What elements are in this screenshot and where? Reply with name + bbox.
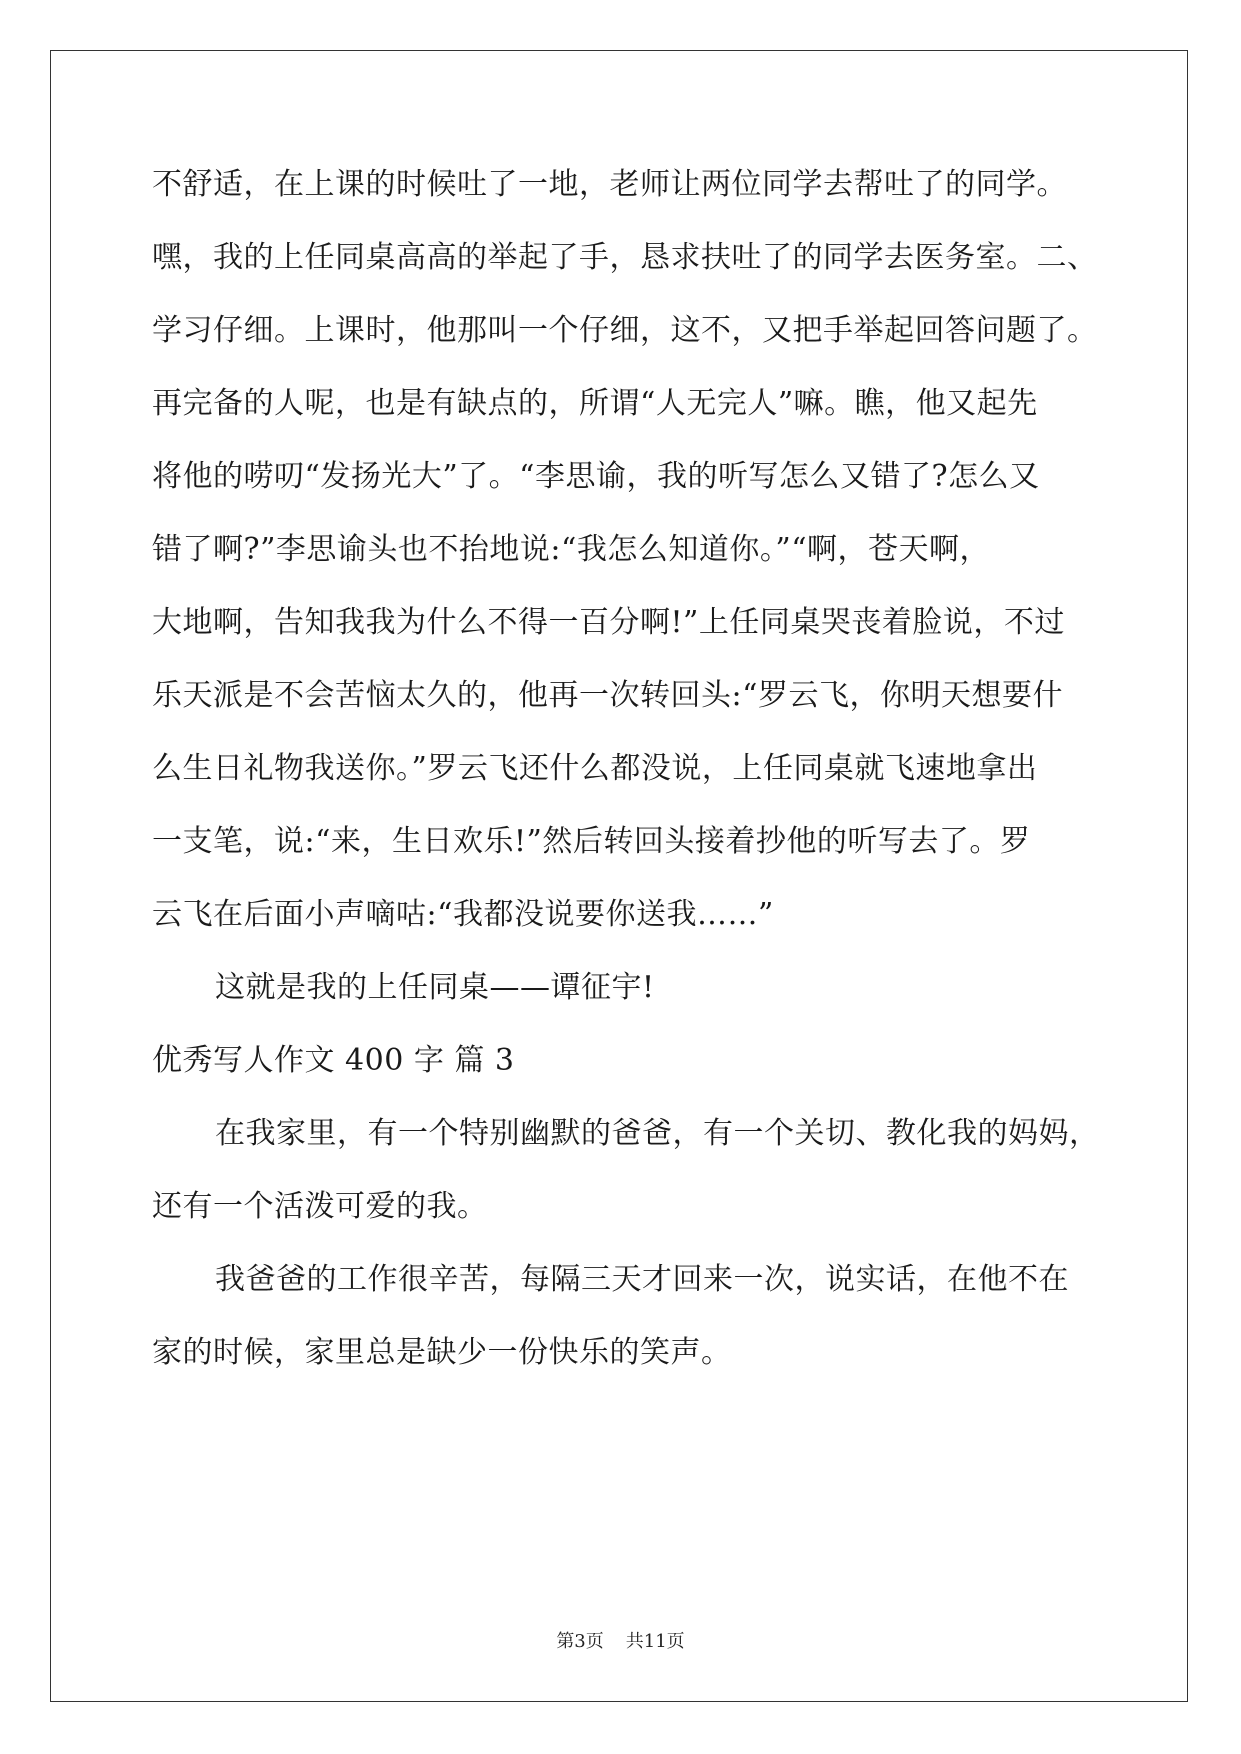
text-line: 么生日礼物我送你。”罗云飞还什么都没说，上任同桌就飞速地拿出 <box>152 751 1038 786</box>
page-number: 第3页 <box>556 1631 604 1652</box>
text-line: 嘿，我的上任同桌高高的举起了手，恳求扶吐了的同学去医务室。二、 <box>152 240 1098 275</box>
paragraph-line: 这就是我的上任同桌——谭征宇! <box>215 970 655 1005</box>
text-line: 云飞在后面小声嘀咕:“我都没说要你送我……” <box>152 897 774 932</box>
text-line: 将他的唠叨“发扬光大”了。“李思谕，我的听写怎么又错了?怎么又 <box>152 459 1040 494</box>
paragraph-line: 我爸爸的工作很辛苦，每隔三天才回来一次，说实话，在他不在 <box>215 1262 1069 1297</box>
page-border <box>50 50 1188 1702</box>
text-line: 一支笔，说:“来，生日欢乐!”然后转回头接着抄他的听写去了。罗 <box>152 824 1031 859</box>
text-line: 再完备的人呢，也是有缺点的，所谓“人无完人”嘛。瞧，他又起先 <box>152 386 1038 421</box>
paragraph-line: 在我家里，有一个特别幽默的爸爸，有一个关切、教化我的妈妈， <box>215 1116 1100 1151</box>
text-line: 错了啊?”李思谕头也不抬地说:“我怎么知道你。”“啊，苍天啊， <box>152 532 991 567</box>
section-heading: 优秀写人作文 400 字 篇 3 <box>152 1043 515 1078</box>
text-line: 大地啊，告知我我为什么不得一百分啊!”上任同桌哭丧着脸说，不过 <box>152 605 1065 640</box>
text-line: 乐天派是不会苦恼太久的，他再一次转回头:“罗云飞，你明天想要什 <box>152 678 1063 713</box>
text-line: 不舒适，在上课的时候吐了一地，老师让两位同学去帮吐了的同学。 <box>152 167 1067 202</box>
page-total: 共11页 <box>625 1631 685 1652</box>
text-line: 还有一个活泼可爱的我。 <box>152 1189 488 1224</box>
text-line: 学习仔细。上课时，他那叫一个仔细，这不，又把手举起回答问题了。 <box>152 313 1098 348</box>
text-line: 家的时候，家里总是缺少一份快乐的笑声。 <box>152 1335 732 1370</box>
page-footer <box>0 1630 1241 1654</box>
